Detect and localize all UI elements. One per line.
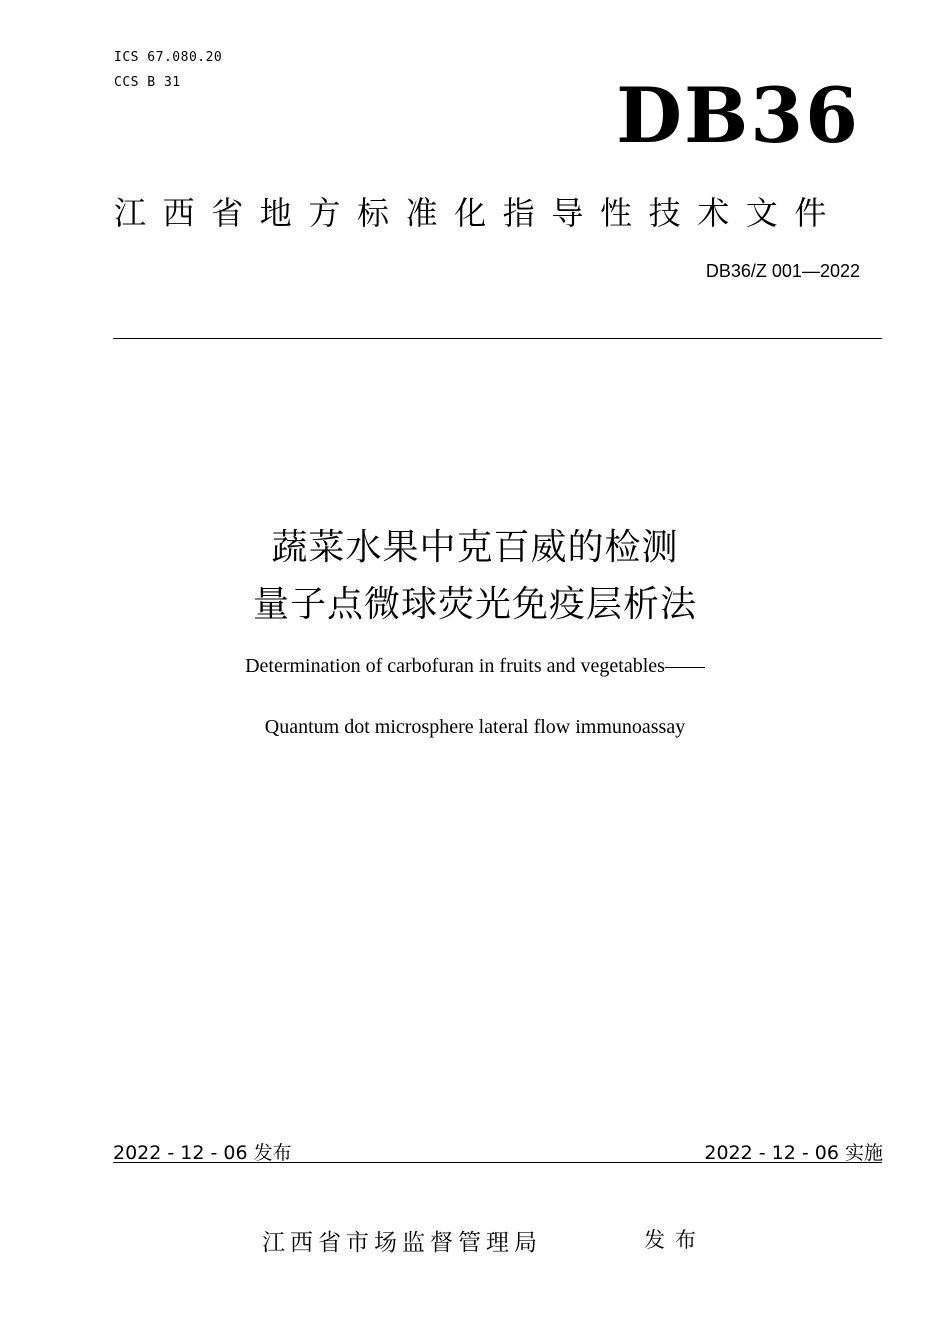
issuing-authority: 江西省市场监督管理局 xyxy=(262,1230,542,1256)
title-chinese-line1: 蔬菜水果中克百威的检测 xyxy=(271,527,679,568)
issue-label: 发布 xyxy=(644,1228,706,1252)
document-type-heading: 江西省地方标准化指导性技术文件 xyxy=(114,194,844,232)
implement-date: 2022 - 12 - 06 实施 xyxy=(704,1142,883,1164)
title-english-line1: Determination of carbofuran in fruits and vegetables—— xyxy=(245,655,705,677)
top-divider xyxy=(113,338,882,339)
standard-logo: DB36 xyxy=(616,71,860,160)
publish-date: 2022 - 12 - 06 发布 xyxy=(113,1142,292,1164)
title-chinese-line2: 量子点微球荧光免疫层析法 xyxy=(252,584,697,625)
title-english-line2: Quantum dot microsphere lateral flow immunoassay xyxy=(264,716,686,738)
ics-code: ICS 67.080.20 xyxy=(114,50,223,65)
bottom-divider xyxy=(113,1162,882,1163)
document-number: DB36/Z 001—2022 xyxy=(705,261,860,281)
ccs-code: CCS B 31 xyxy=(114,75,181,90)
